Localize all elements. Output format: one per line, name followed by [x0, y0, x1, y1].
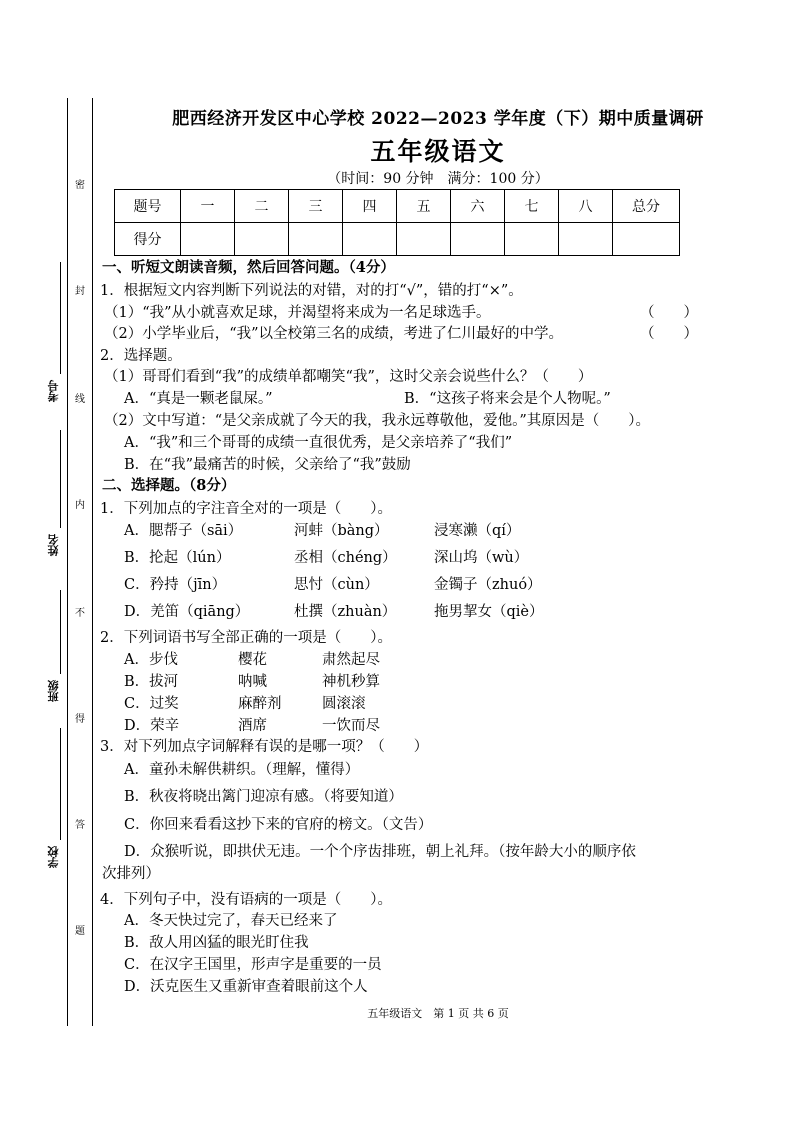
s2-q2-option-c-1[interactable]: C．过奖: [124, 696, 179, 712]
score-cell: 六: [451, 190, 505, 223]
s2-q2-option-a-1[interactable]: A．步伐: [124, 652, 178, 668]
exam-time-score: （时间：90 分钟 满分：100 分）: [327, 171, 549, 187]
s2-q1-option-b-3: 深山坞（wù）: [434, 550, 529, 566]
s1-question-1: 1．根据短文内容判断下列说法的对错，对的打“√”，错的打“×”。: [100, 283, 523, 299]
s1-question-2: 2．选择题。: [100, 348, 182, 364]
field-label: 考号: [47, 380, 60, 402]
s2-q2-option-d-2: 酒席: [238, 718, 267, 734]
field-underline: [60, 728, 61, 840]
score-input-cell[interactable]: [397, 223, 451, 256]
s2-q1-option-d-3: 拖男挈女（qiè）: [434, 604, 544, 620]
s2-question-3: 3．对下列加点字词解释有误的是哪一项？（ ）: [100, 739, 429, 755]
score-cell: 四: [343, 190, 397, 223]
score-cell: 总分: [613, 190, 680, 223]
s2-q2-option-a-2: 樱花: [238, 652, 267, 668]
s2-q2-option-b-1[interactable]: B．拔河: [124, 674, 179, 690]
score-cell: 八: [559, 190, 613, 223]
s2-q3-option-b[interactable]: B．秋夜将晓出篱门迎凉有感。（将要知道）: [124, 789, 403, 805]
seal-char: 题: [73, 922, 87, 937]
school-title: 肥西经济开发区中心学校 2022—2023 学年度（下）期中质量调研: [172, 109, 704, 129]
field-label: 学校: [47, 846, 60, 868]
field-underline: [60, 262, 61, 374]
s2-q2-option-b-2: 呐喊: [238, 674, 267, 690]
s1-q1-statement-1: （1）“我”从小就喜欢足球，并渴望将来成为一名足球选手。: [104, 305, 491, 321]
field-school[interactable]: [40, 728, 68, 888]
s2-question-1: 1．下列加点的字注音全对的一项是（ ）。: [100, 501, 392, 517]
score-table-score-row: [115, 223, 680, 256]
s2-q1-option-b-1[interactable]: B．抡起（lún）: [124, 550, 231, 566]
s2-q1-option-c-2: 思忖（cùn）: [294, 577, 379, 593]
s2-q1-option-d-1[interactable]: D．羌笛（qiāng）: [124, 604, 250, 620]
s2-q2-option-a-3: 肃然起尽: [322, 652, 380, 668]
page-footer: 五年级语文 第 1 页 共 6 页: [367, 1007, 509, 1020]
section2-heading: 二、选择题。（8分）: [102, 477, 236, 494]
score-table-header-row: [115, 190, 680, 223]
seal-char: 内: [73, 496, 87, 511]
score-input-cell[interactable]: [181, 223, 235, 256]
s2-q1-option-a-2: 河蚌（bàng）: [294, 523, 389, 539]
score-input-cell[interactable]: [505, 223, 559, 256]
binding-line-inner: [92, 98, 93, 1026]
score-cell: 题号: [115, 190, 181, 223]
s2-q2-option-c-2: 麻醉剂: [238, 696, 282, 712]
score-input-cell[interactable]: [235, 223, 289, 256]
seal-char: 密: [73, 176, 87, 191]
subject-title: 五年级语文: [370, 137, 506, 166]
seal-char: 封: [73, 282, 87, 297]
s2-q2-option-d-1[interactable]: D．荣辛: [124, 718, 180, 734]
score-cell: 七: [505, 190, 559, 223]
seal-char: 线: [73, 390, 87, 405]
score-cell: 得分: [115, 223, 181, 256]
section1-heading: 一、听短文朗读音频，然后回答问题。（4分）: [102, 259, 395, 276]
s1-q2-2-option-a[interactable]: A．“我”和三个哥哥的成绩一直很优秀，是父亲培养了“我们”: [124, 435, 513, 451]
field-label: 姓名: [47, 534, 60, 556]
s2-q4-option-a[interactable]: A．冬天快过完了，春天已经来了: [124, 913, 338, 929]
s2-q3-option-d-continued: 次排列）: [102, 866, 160, 882]
s2-q2-option-d-3: 一饮而尽: [322, 718, 380, 734]
s2-q3-option-d[interactable]: D．众猴听说，即拱伏无违。一个个序齿排班，朝上礼拜。（按年龄大小的顺序依: [124, 844, 636, 860]
score-table: [114, 189, 680, 256]
s1-q2-1-option-a[interactable]: A．“真是一颗老鼠屎。”: [124, 391, 273, 407]
s2-q1-option-a-3: 浸寒濑（qí）: [434, 523, 521, 539]
s2-q1-option-c-1[interactable]: C．矜持（jīn）: [124, 577, 227, 593]
s2-question-4: 4．下列句子中，没有语病的一项是（ ）。: [100, 892, 392, 908]
seal-char: 得: [73, 710, 87, 725]
s2-q1-option-c-3: 金镯子（zhuó）: [434, 577, 542, 593]
score-input-cell[interactable]: [451, 223, 505, 256]
score-input-cell[interactable]: [289, 223, 343, 256]
answer-blank[interactable]: （ ）: [640, 305, 698, 321]
s2-q4-option-d[interactable]: D．沃克医生又重新审查着眼前这个人: [124, 979, 368, 995]
s2-q1-option-d-2: 杜撰（zhuàn）: [294, 604, 397, 620]
field-name[interactable]: [40, 430, 68, 580]
s2-q3-option-c[interactable]: C．你回来看看这抄下来的官府的榜文。（文告）: [124, 817, 433, 833]
s1-q1-statement-2: （2）小学毕业后，“我”以全校第三名的成绩，考进了仁川最好的中学。: [104, 326, 564, 342]
binding-margin: [0, 0, 100, 1040]
s2-q4-option-c[interactable]: C．在汉字王国里，形声字是重要的一员: [124, 957, 382, 973]
s1-q2-1-option-b[interactable]: B．“这孩子将来会是个人物呢。”: [404, 391, 611, 407]
answer-blank[interactable]: （ ）: [640, 326, 698, 342]
s2-q2-option-b-3: 神机秒算: [322, 674, 380, 690]
s2-q1-option-b-2: 丞相（chéng）: [294, 550, 397, 566]
s2-question-2: 2．下列词语书写全部正确的一项是（ ）。: [100, 630, 392, 646]
field-class[interactable]: [40, 590, 68, 740]
s2-q2-option-c-3: 圆滚滚: [322, 696, 366, 712]
score-input-cell[interactable]: [559, 223, 613, 256]
s2-q1-option-a-1[interactable]: A．腮帮子（sāi）: [124, 523, 243, 539]
score-input-cell[interactable]: [613, 223, 680, 256]
score-cell: 五: [397, 190, 451, 223]
field-exam-number[interactable]: [40, 262, 68, 412]
field-underline: [60, 430, 61, 528]
seal-char: 答: [73, 816, 87, 831]
s1-q2-2-option-b[interactable]: B．在“我”最痛苦的时候，父亲给了“我”鼓励: [124, 457, 411, 473]
score-input-cell[interactable]: [343, 223, 397, 256]
s1-q2-sub-2: （2）文中写道：“是父亲成就了今天的我，我永远尊敬他，爱他。”其原因是（ ）。: [104, 413, 651, 429]
field-underline: [60, 590, 61, 674]
score-cell: 一: [181, 190, 235, 223]
score-cell: 三: [289, 190, 343, 223]
s2-q3-option-a[interactable]: A．童孙未解供耕织。（理解，懂得）: [124, 762, 360, 778]
seal-char: 不: [73, 604, 87, 619]
s2-q4-option-b[interactable]: B．敌人用凶猛的眼光盯住我: [124, 935, 309, 951]
s1-q2-sub-1: （1）哥哥们看到“我”的成绩单都嘲笑“我”，这时父亲会说些什么？（ ）: [104, 369, 593, 385]
score-cell: 二: [235, 190, 289, 223]
field-label: 班级: [47, 680, 60, 702]
